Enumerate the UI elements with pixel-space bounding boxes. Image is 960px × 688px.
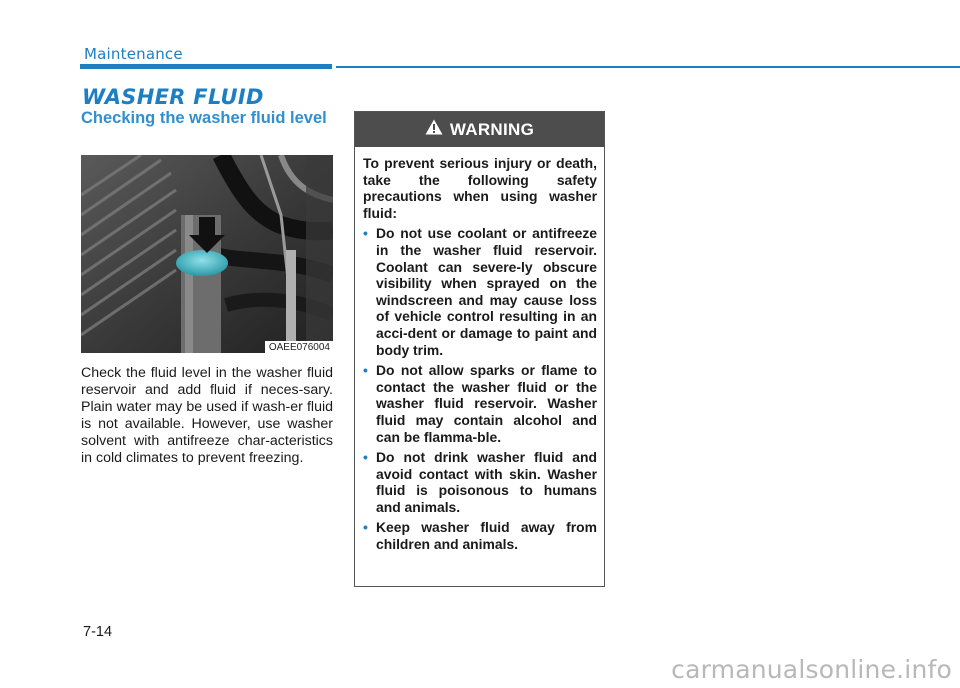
reservoir-cap xyxy=(176,250,228,276)
section-subtitle: Checking the washer fluid level xyxy=(81,109,327,127)
header-rule-thick xyxy=(80,64,332,69)
warning-box xyxy=(354,111,605,587)
page-title: WASHER FLUID xyxy=(82,85,264,109)
warning-item: • Do not use coolant or antifreeze in the washer fluid reservoir. Coolant can severe-ly obscure visibility when sprayed on the windscreen and may cause loss of vehicle control resulting in an acci-dent or damage to paint and body trim. xyxy=(363,225,597,358)
figure-caption: OAEE076004 xyxy=(265,341,333,353)
warning-triangle-icon xyxy=(425,119,443,140)
watermark: carmanualsonline.info xyxy=(671,655,952,684)
body-paragraph: Check the fluid level in the washer fluid reservoir and add fluid if neces-sary. Plain water may be used if wash-er fluid is not available. However, use washer solvent with antifreeze char-acteristics in cold climates to prevent freezing. xyxy=(81,365,333,466)
warning-item: • Do not allow sparks or flame to contact the washer fluid or the washer fluid reservoir. Washer fluid may contain alcohol and can be flamma-ble. xyxy=(363,362,597,445)
engine-bay-photo xyxy=(81,155,333,353)
warning-item: • Keep washer fluid away from children and animals. xyxy=(363,519,597,553)
warning-heading: WARNING xyxy=(449,119,535,139)
page-number: 7-14 xyxy=(83,624,113,640)
warning-item: • Do not drink washer fluid and avoid contact with skin. Washer fluid is poisonous to humans and animals. xyxy=(363,449,597,515)
warning-item-text: Do not allow sparks or flame to contact the washer fluid or the washer fluid reservoir. Washer fluid may contain alcohol and can be flamma-ble. xyxy=(376,362,597,445)
warning-intro: To prevent serious injury or death, take the following safety precautions when using washer fluid: xyxy=(363,155,597,221)
header-rule-thin xyxy=(336,66,960,68)
warning-header xyxy=(355,112,604,147)
warning-item-text: Do not use coolant or antifreeze in the washer fluid reservoir. Coolant can severe-ly obscure visibility when sprayed on the windscreen and may cause loss of vehicle control resulting in an acci-dent or damage to paint and body trim. xyxy=(376,225,597,358)
section-label: Maintenance xyxy=(84,45,183,63)
warning-item-text: Do not drink washer fluid and avoid contact with skin. Washer fluid is poisonous to humans and animals. xyxy=(376,449,597,515)
warning-item-text: Keep washer fluid away from children and animals. xyxy=(376,519,597,553)
